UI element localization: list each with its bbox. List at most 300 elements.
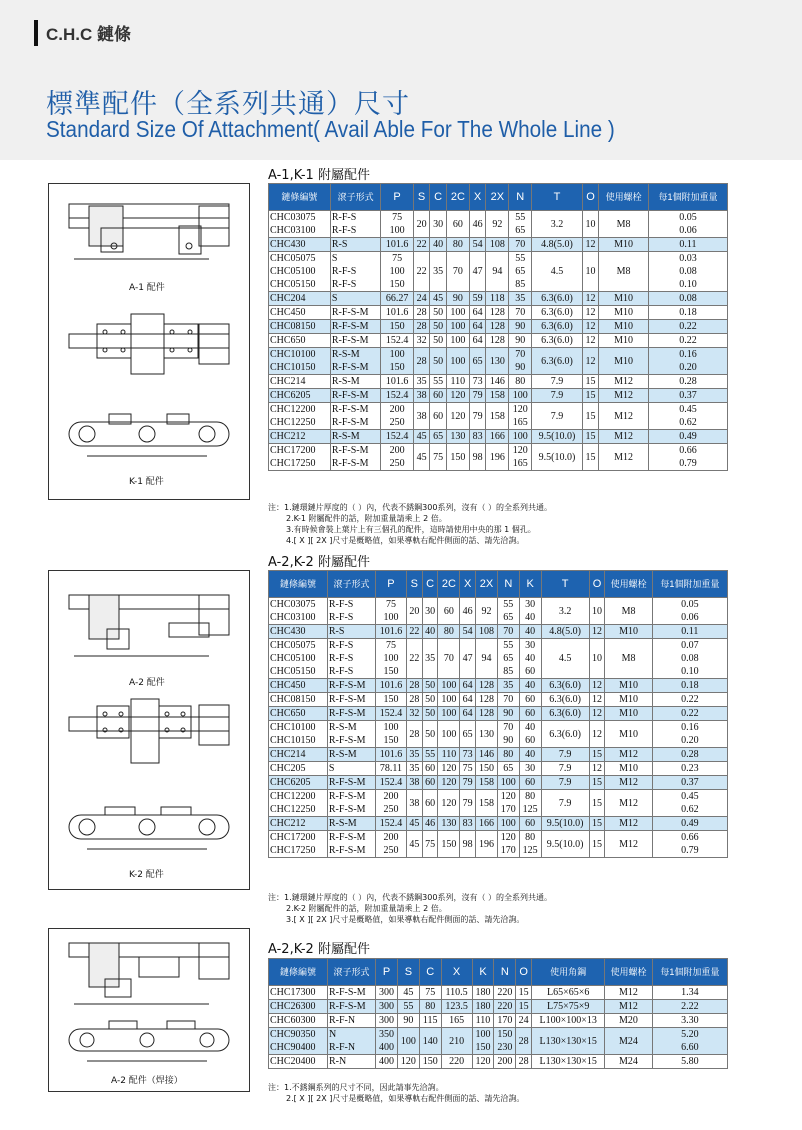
cell-value: 130	[450, 431, 466, 442]
table-cell-bolt	[605, 679, 652, 693]
cell-value: M12	[619, 987, 638, 998]
table-cell-wt	[652, 1014, 727, 1028]
cell-value: CHC6205	[270, 390, 311, 401]
table-cell-code	[269, 430, 331, 444]
cell-value: 146	[478, 749, 494, 760]
cell-value: 65	[503, 612, 514, 623]
cell-value: 0.66	[681, 832, 699, 843]
table-cell-x2	[486, 252, 509, 292]
note-line: 3.有時候會裝上葉片上有三個孔的配件，這時請使用中央的那 1 個孔。	[286, 525, 536, 534]
cell-value: 150	[383, 694, 399, 705]
cell-value: R-F-S	[328, 653, 354, 664]
table-cell-code	[269, 238, 331, 252]
table-cell-wt	[652, 831, 727, 858]
column-header: 鏈條編號	[269, 184, 331, 211]
cell-value: R-F-S-M	[331, 404, 369, 415]
cell-value: 128	[489, 335, 505, 346]
cell-value: 150	[497, 1029, 513, 1040]
cell-value: 80	[525, 832, 536, 843]
table-cell-code	[269, 389, 331, 403]
table-cell-o	[582, 252, 599, 292]
cell-value: M8	[616, 266, 631, 277]
table-cell-s	[406, 679, 422, 693]
cell-value: 101.6	[379, 626, 403, 637]
cell-value: CHC20400	[270, 1056, 316, 1067]
cell-value: 200	[383, 832, 399, 843]
table-cell-s	[397, 1014, 419, 1028]
table-cell-s	[413, 334, 430, 348]
cell-value: 22	[416, 266, 427, 277]
column-header: 使用螺栓	[605, 959, 652, 986]
cell-value: CHC212	[270, 431, 306, 442]
cell-value: L65×65×6	[546, 987, 590, 998]
table-cell-x2	[486, 306, 509, 320]
cell-value: 200	[497, 1056, 513, 1067]
table-row	[269, 238, 728, 252]
table-cell-t	[541, 598, 589, 625]
cell-value: 10	[592, 605, 603, 617]
column-header: S	[406, 571, 422, 598]
table-cell-o	[589, 693, 605, 707]
cell-value: 220	[449, 1056, 465, 1067]
column-header: 每1個附加重量	[652, 959, 727, 986]
table-cell-k	[519, 679, 541, 693]
table-cell-x	[460, 625, 476, 639]
table-cell-n	[509, 375, 532, 389]
cell-value: 0.62	[681, 804, 699, 815]
table-cell-style	[330, 389, 381, 403]
table-cell-bolt	[599, 375, 649, 389]
cell-value: 0.16	[681, 722, 699, 733]
cell-value: 152.4	[379, 708, 403, 719]
table-row	[269, 348, 728, 375]
cell-value: 170	[500, 845, 516, 856]
table-cell-p	[376, 679, 407, 693]
cell-value: 28	[416, 307, 427, 318]
notes-a2	[268, 892, 552, 925]
cell-value: 170	[500, 804, 516, 815]
cell-value: CHC08150	[270, 694, 316, 705]
cell-value: 38	[409, 777, 420, 788]
caption-k2: K-2 配件	[129, 870, 164, 880]
table-cell-c	[422, 817, 438, 831]
column-header: 滾子形式	[330, 184, 381, 211]
table-cell-x	[460, 817, 476, 831]
note-line: 2.K-1 附屬配件的話，附加重量請乘上 2 倍。	[286, 514, 447, 523]
table-cell-code	[269, 403, 331, 430]
cell-value: 120	[512, 445, 528, 456]
cell-value: 92	[481, 605, 492, 617]
cell-value: 70	[503, 694, 514, 705]
cell-value: R-F-S-M	[328, 694, 366, 705]
table-cell-style	[330, 320, 381, 334]
cell-value: 300	[379, 1015, 395, 1026]
cell-value: CHC03100	[270, 612, 316, 623]
cell-value: 9.5(10.0)	[538, 431, 576, 442]
cell-value: 64	[472, 335, 483, 346]
table-cell-p	[381, 348, 413, 375]
cell-value: 60	[525, 666, 536, 677]
table-cell-x2	[476, 625, 498, 639]
table-cell-style	[330, 211, 381, 238]
cell-value: 0.62	[679, 417, 697, 428]
cell-value: 0.10	[679, 279, 697, 290]
table-cell-o	[589, 679, 605, 693]
column-header: K	[472, 959, 494, 986]
cell-value: 98	[472, 451, 483, 463]
table-cell-code	[269, 292, 331, 306]
table-cell-p	[381, 334, 413, 348]
cell-value: 32	[409, 708, 420, 719]
cell-value: S	[331, 253, 338, 264]
table-cell-k	[472, 1055, 494, 1069]
cell-value: 70	[443, 653, 454, 664]
table-row	[269, 252, 728, 292]
table-cell-x2	[486, 334, 509, 348]
table-cell-s	[406, 748, 422, 762]
cell-value: 75	[433, 451, 444, 463]
cell-value: 70	[515, 349, 526, 360]
table-cell-n	[509, 238, 532, 252]
table-cell-x2	[486, 375, 509, 389]
table-cell-bolt	[599, 306, 649, 320]
table-cell-bolt	[599, 238, 649, 252]
table-cell-x2	[476, 748, 498, 762]
table-cell-c2	[446, 375, 469, 389]
table-cell-c2	[438, 762, 460, 776]
cell-value: 50	[433, 321, 444, 332]
table-cell-code	[269, 306, 331, 320]
table-cell-o	[516, 1014, 532, 1028]
table-cell-c	[430, 444, 447, 471]
cell-value: 125	[522, 804, 538, 815]
table-cell-x2	[476, 817, 498, 831]
cell-value: 54	[472, 239, 483, 250]
table-cell-x	[469, 211, 486, 238]
cell-value: 120	[500, 832, 516, 843]
cell-value: 101.6	[385, 376, 409, 387]
table-cell-bolt	[599, 320, 649, 334]
cell-value: 196	[478, 838, 494, 850]
table-cell-p	[376, 762, 407, 776]
table-cell-t	[541, 679, 589, 693]
table-cell-o	[582, 375, 599, 389]
table-cell-n	[497, 831, 519, 858]
cell-value: 100	[512, 390, 528, 401]
cell-value: 6.3(6.0)	[541, 355, 573, 367]
brand-bar	[34, 20, 38, 46]
page-title-en: Standard Size Of Attachment( Avail Able For The Whole Line )	[46, 116, 615, 142]
cell-value: 0.18	[681, 680, 699, 691]
cell-value: CHC26300	[270, 1001, 316, 1012]
table-cell-t	[541, 790, 589, 817]
cell-value: 55	[503, 599, 514, 610]
table-cell-bolt	[605, 790, 652, 817]
table-cell-p	[376, 831, 407, 858]
table-cell-bolt	[605, 693, 652, 707]
cell-value: 100	[441, 680, 457, 691]
cell-value: 75	[462, 763, 473, 774]
table-cell-wt	[652, 1028, 727, 1055]
table-cell-n	[497, 776, 519, 790]
column-header: N	[497, 571, 519, 598]
cell-value: CHC450	[270, 307, 306, 318]
table-cell-x	[469, 292, 486, 306]
cell-value: 65	[515, 225, 526, 236]
cell-value: 1.34	[681, 987, 699, 998]
cell-value: 22	[409, 653, 420, 664]
chain-drawing-a2-k2	[49, 571, 249, 889]
table-cell-k	[472, 986, 494, 1000]
cell-value: 6.3(6.0)	[541, 307, 573, 318]
cell-value: R-F-S-M	[328, 777, 366, 788]
table-row	[269, 776, 728, 790]
cell-value: CHC430	[270, 626, 306, 637]
cell-value: 150	[389, 279, 405, 290]
table-cell-c	[422, 776, 438, 790]
cell-value: 0.08	[679, 293, 697, 304]
cell-value: 120	[400, 1056, 416, 1067]
table-cell-s	[406, 707, 422, 721]
column-header: 2C	[446, 184, 469, 211]
table-cell-t	[532, 306, 583, 320]
cell-value: 170	[497, 1015, 513, 1026]
table-cell-s	[397, 1028, 419, 1055]
table-cell-c	[430, 320, 447, 334]
table-cell-t	[532, 375, 583, 389]
cell-value: 35	[515, 293, 526, 304]
table-cell-style	[330, 348, 381, 375]
table-row	[269, 389, 728, 403]
table-cell-k	[519, 693, 541, 707]
column-header: 滾子形式	[327, 571, 375, 598]
cell-value: 200	[389, 445, 405, 456]
table-cell-c	[422, 679, 438, 693]
table-cell-code	[269, 211, 331, 238]
table-cell-t	[532, 292, 583, 306]
cell-value: 45	[403, 987, 414, 998]
table-cell-n	[509, 348, 532, 375]
cell-value: 79	[472, 390, 483, 401]
cell-value: 130	[489, 355, 505, 367]
table-cell-o	[589, 707, 605, 721]
cell-value: 100	[500, 777, 516, 788]
table-cell-code	[269, 334, 331, 348]
column-header: C	[430, 184, 447, 211]
cell-value: 32	[416, 335, 427, 346]
table-cell-n	[494, 986, 516, 1000]
table-cell-k	[472, 1014, 494, 1028]
table-cell-wt	[648, 403, 727, 430]
cell-value: 110	[450, 376, 466, 387]
cell-value: CHC05100	[270, 266, 316, 277]
table-cell-style	[327, 831, 375, 858]
cell-value: 75	[425, 838, 436, 850]
cell-value: 28	[416, 355, 427, 367]
table-cell-wt	[652, 762, 727, 776]
table-cell-p	[381, 211, 413, 238]
cell-value: 0.22	[681, 694, 699, 705]
cell-value: 65	[472, 355, 483, 367]
cell-value: 7.9	[550, 376, 564, 387]
caption-k1: K-1 配件	[129, 477, 164, 487]
cell-value: 150	[478, 763, 494, 774]
cell-value: 75	[385, 640, 396, 651]
table-cell-c2	[438, 831, 460, 858]
table-cell-bolt	[599, 444, 649, 471]
table-cell-c	[422, 762, 438, 776]
table-cell-x2	[476, 790, 498, 817]
cell-value: 250	[383, 845, 399, 856]
table-cell-x	[460, 639, 476, 679]
table-cell-wt	[648, 211, 727, 238]
cell-value: 90	[515, 335, 526, 346]
cell-value: 40	[525, 749, 536, 760]
table-cell-style	[330, 375, 381, 389]
cell-value: 64	[462, 680, 473, 691]
cell-value: R-S-M	[328, 818, 357, 829]
cell-value: 0.23	[681, 763, 699, 774]
cell-value: 158	[478, 797, 494, 809]
table-cell-x2	[476, 707, 498, 721]
cell-value: 24	[518, 1015, 529, 1026]
table-cell-p	[376, 625, 407, 639]
table-cell-o	[589, 748, 605, 762]
table-cell-bolt	[605, 748, 652, 762]
table-cell-bolt	[605, 598, 652, 625]
table-cell-c	[422, 721, 438, 748]
note-line: 注：1.鏈環鏈片厚度的（ ）內，代表不銹鋼300系列，沒有（ ）的全系列共通。	[268, 893, 552, 902]
table-cell-c2	[446, 403, 469, 430]
cell-value: 98	[462, 838, 473, 850]
column-header: X	[441, 959, 472, 986]
cell-value: 166	[489, 431, 505, 442]
table-cell-wt	[652, 790, 727, 817]
table-cell-code	[269, 639, 328, 679]
cell-value: R-F-S	[328, 666, 354, 677]
table-cell-x2	[486, 320, 509, 334]
table-cell-s	[413, 252, 430, 292]
table-cell-code	[269, 831, 328, 858]
table-row	[269, 403, 728, 430]
brand-label: C.H.C 鏈條	[46, 25, 131, 44]
table-cell-p	[376, 1014, 398, 1028]
cell-value: 20	[409, 605, 420, 617]
cell-value: 55	[503, 640, 514, 651]
table-cell-s	[406, 831, 422, 858]
table-cell-o	[582, 430, 599, 444]
notes-a2-welded	[268, 1082, 524, 1104]
table-cell-n	[509, 252, 532, 292]
cell-value: 100	[512, 431, 528, 442]
table-cell-s	[413, 389, 430, 403]
column-header: K	[519, 571, 541, 598]
table-cell-s	[406, 598, 422, 625]
cell-value: CHC430	[270, 239, 306, 250]
table-cell-x	[441, 1028, 472, 1055]
table-cell-p	[376, 721, 407, 748]
table-cell-x2	[476, 679, 498, 693]
table-cell-bolt	[605, 831, 652, 858]
cell-value: 400	[379, 1056, 395, 1067]
table-cell-p	[376, 776, 407, 790]
cell-value: R-F-S-M	[331, 390, 369, 401]
section-title-a1: A-1,K-1 附屬配件	[268, 168, 370, 183]
cell-value: 65	[433, 431, 444, 442]
table-row	[269, 211, 728, 238]
table-cell-code	[269, 625, 328, 639]
table-cell-p	[376, 598, 407, 625]
cell-value: 12	[592, 728, 603, 740]
table-cell-style	[327, 707, 375, 721]
cell-value: CHC205	[270, 763, 306, 774]
cell-value: CHC17250	[270, 458, 316, 469]
table-cell-p	[381, 292, 413, 306]
cell-value: 150	[383, 666, 399, 677]
cell-value: CHC90350	[270, 1029, 316, 1040]
table-cell-c	[422, 831, 438, 858]
note-line: 注：1.鏈環鏈片厚度的（ ）內，代表不銹鋼300系列，沒有（ ）的全系列共通。	[268, 503, 552, 512]
cell-value: M10	[619, 728, 639, 740]
table-cell-wt	[652, 776, 727, 790]
table-cell-code	[269, 375, 331, 389]
cell-value: R-F-S-M	[328, 987, 366, 998]
diagram-a2-welded	[48, 928, 250, 1092]
cell-value: 90	[503, 708, 514, 719]
cell-value: 101.6	[379, 749, 403, 760]
table-cell-bolt	[605, 1055, 652, 1069]
table-cell-c	[419, 1055, 441, 1069]
cell-value: CHC10150	[270, 362, 316, 373]
cell-value: 0.49	[679, 431, 697, 442]
table-cell-x	[469, 348, 486, 375]
table-cell-c	[430, 252, 447, 292]
cell-value: R-S-M	[331, 376, 360, 387]
cell-value: CHC12200	[270, 791, 316, 802]
table-cell-c2	[446, 334, 469, 348]
cell-value: 220	[497, 987, 513, 998]
cell-value: 80	[443, 626, 454, 637]
table-cell-s	[406, 790, 422, 817]
cell-value: 60	[452, 218, 463, 230]
cell-value: 46	[472, 218, 483, 230]
column-header: O	[516, 959, 532, 986]
cell-value: 60	[525, 818, 536, 829]
cell-value: R-F-S-M	[328, 832, 366, 843]
table-cell-wt	[652, 679, 727, 693]
table-cell-s	[413, 320, 430, 334]
table-cell-o	[582, 389, 599, 403]
table-cell-o	[516, 1000, 532, 1014]
table-cell-c	[430, 403, 447, 430]
cell-value: 125	[522, 845, 538, 856]
cell-value: CHC212	[270, 818, 306, 829]
table-cell-x	[441, 1014, 472, 1028]
table-cell-k	[519, 790, 541, 817]
cell-value: 73	[462, 749, 473, 760]
table-cell-k	[519, 598, 541, 625]
table-row	[269, 817, 728, 831]
table-cell-c2	[446, 444, 469, 471]
cell-value: 6.3(6.0)	[549, 694, 581, 705]
cell-value: CHC650	[270, 335, 306, 346]
table-cell-s	[406, 639, 422, 679]
table-cell-code	[269, 776, 328, 790]
cell-value: R-S	[328, 626, 345, 637]
cell-value: 73	[472, 376, 483, 387]
table-cell-x	[460, 831, 476, 858]
cell-value: 10	[585, 218, 596, 230]
